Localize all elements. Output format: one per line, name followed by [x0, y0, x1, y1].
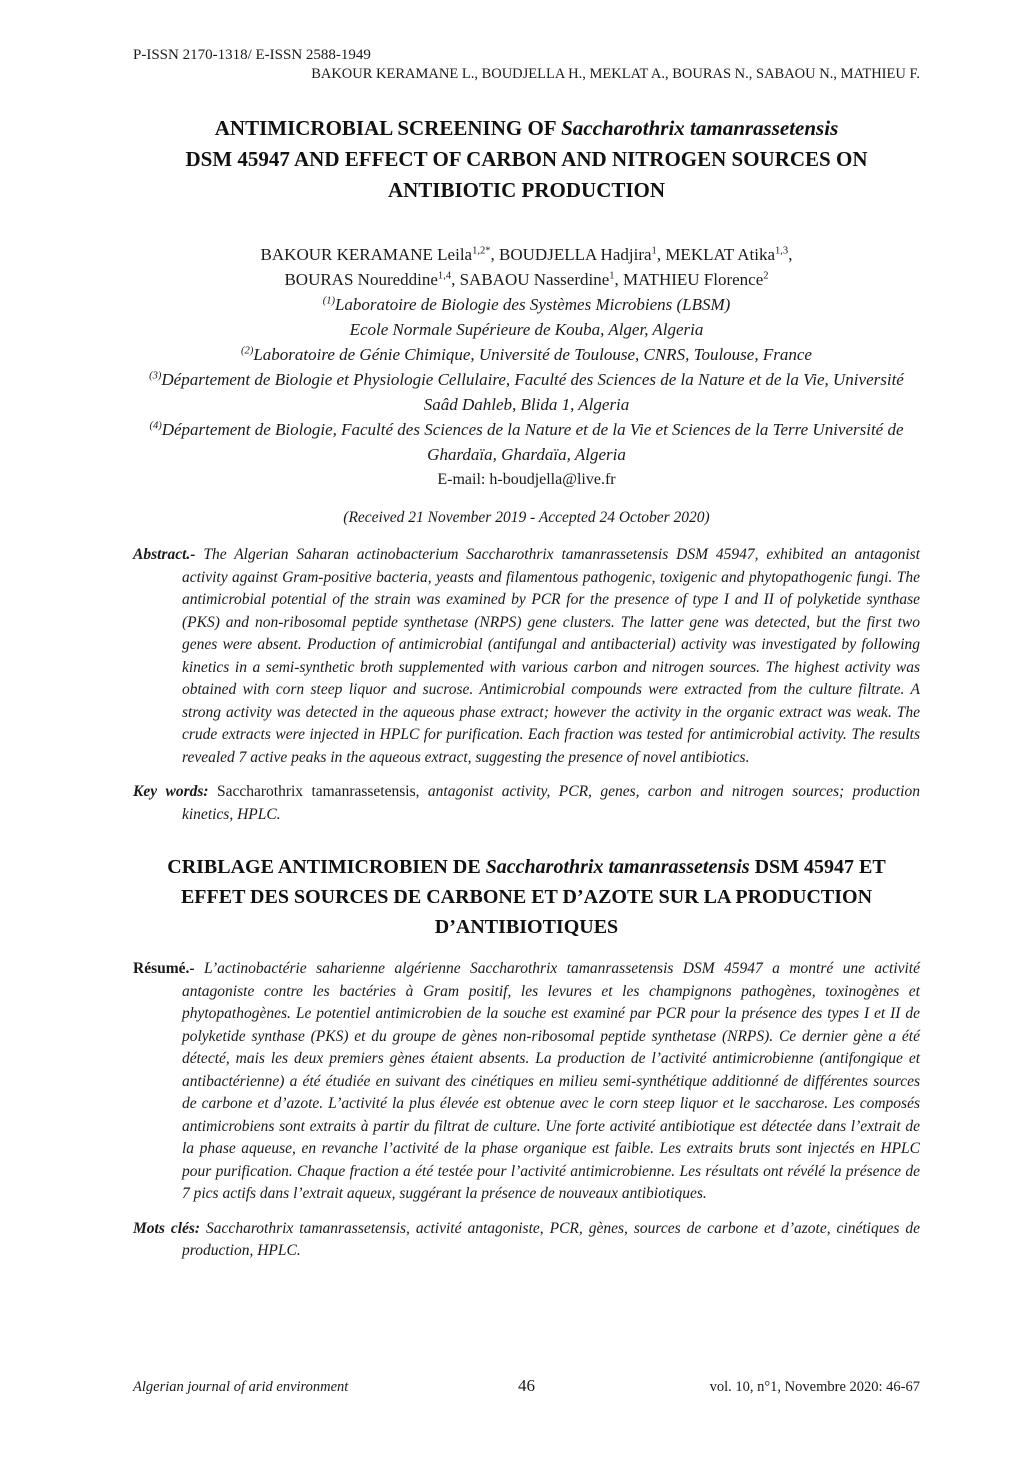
affiliations-block	[133, 292, 920, 467]
author-affiliation-superscript: 1	[609, 270, 615, 282]
author-name: SABAOU Nasserdine	[459, 270, 610, 289]
issn-line: P-ISSN 2170-1318/ E-ISSN 2588-1949	[133, 47, 371, 63]
author-line: BOURAS Noureddine$^{1,4}$, SABAOU Nasserdine$^1$, MATHIEU Florence$^2$	[284, 270, 769, 289]
affiliation-line: $^{(3)}$Département de Biologie et Physiologie Cellulaire, Faculté des Sciences de la Nature et de la Vie, Université Saâd Dahleb, Blida 1, Algeria	[149, 370, 904, 414]
keywords-species: Saccharothrix tamanrassetensis,	[216, 783, 420, 800]
email-line: E-mail: h-boudjella@live.fr	[437, 471, 616, 488]
paper-title	[133, 113, 920, 206]
affiliation-number: (1)	[322, 295, 335, 307]
author-name: BOURAS Noureddine	[284, 270, 438, 289]
motscles-list: Saccharothrix tamanrassetensis, activité antagoniste, PCR, gènes, sources de carbone et d’azote, cinétiques de production, HPLC.	[182, 1219, 920, 1259]
keywords-label: Key words:	[133, 783, 209, 800]
french-title-species: Saccharothrix tamanrassetensis	[485, 856, 750, 878]
paper-title-species: Saccharothrix tamanrassetensis	[561, 116, 839, 140]
paper-title-pre: ANTIMICROBIAL SCREENING OF	[214, 116, 562, 140]
author-name: MATHIEU Florence	[623, 270, 764, 289]
page-number: 46	[518, 1376, 535, 1395]
abstract-paragraph	[133, 544, 920, 769]
resume-paragraph	[133, 958, 920, 1206]
motscles-paragraph	[133, 1218, 920, 1263]
journal-name: Algerian journal of arid environment	[133, 1379, 349, 1395]
author-name: BAKOUR KERAMANE Leila	[260, 245, 473, 264]
issue-info: vol. 10, n°1, Novembre 2020: 46-67	[709, 1379, 920, 1395]
affiliation-number: (2)	[241, 345, 254, 357]
affiliation-line: $^{(1)}$Laboratoire de Biologie des Systèmes Microbiens (LBSM)	[322, 295, 731, 314]
french-title	[133, 852, 920, 942]
page-footer	[133, 1376, 920, 1396]
author-affiliation-superscript: 1	[651, 245, 657, 257]
author-name: MEKLAT Atika	[665, 245, 776, 264]
author-line: BAKOUR KERAMANE Leila$^{1,2*}$, BOUDJELLA Hadjira$^1$, MEKLAT Atika$^{1,3}$,	[260, 245, 793, 264]
running-head-authors: BAKOUR KERAMANE L., BOUDJELLA H., MEKLAT A., BOURAS N., SABAOU N., MATHIEU F.	[311, 66, 920, 82]
motscles-label: Mots clés:	[133, 1219, 201, 1237]
affiliation-line: Ecole Normale Supérieure de Kouba, Alger, Algeria	[349, 320, 704, 339]
keywords-paragraph	[133, 781, 920, 826]
french-title-post: DSM 45947 ET EFFET DES SOURCES DE CARBONE ET D’AZOTE SUR LA PRODUCTION D’ANTIBIOTIQUES	[180, 856, 886, 938]
affiliation-line: $^{(4)}$Département de Biologie, Faculté des Sciences de la Nature et de la Vie et Sciences de la Terre Université de Ghardaïa, Ghardaïa, Algeria	[149, 420, 904, 464]
abstract-text: The Algerian Saharan actinobacterium Saccharothrix tamanrassetensis DSM 45947, exhibited an antagonist activity against Gram-positive bacteria, yeasts and filamentous pathogenic, toxigenic and phytopathogenic fungi. The antimicrobial potential of the strain was examined by PCR for the presence of type I and II of polyketide synthase (PKS) and non-ribosomal peptide synthetase (NRPS) gene clusters. The latter gene was detected, but the first two genes were absent. Production of antimicrobial (antifungal and antibacterial) activity was investigated by following kinetics in a semi-synthetic broth supplemented with various carbon and nitrogen sources. The highest activity was obtained with corn steep liquor and sucrose. Antimicrobial compounds were extracted from the culture filtrate. A strong activity was detected in the aqueous phase extract; however the activity in the organic extract was weak. The crude extracts were injected in HPLC for purification. Each fraction was tested for antimicrobial activity. The results revealed 7 active peaks in the aqueous extract, suggesting the presence of novel antibiotics.	[182, 546, 920, 766]
paper-title-post: DSM 45947 AND EFFECT OF CARBON AND NITROGEN SOURCES ON ANTIBIOTIC PRODUCTION	[185, 147, 868, 202]
author-name: BOUDJELLA Hadjira	[499, 245, 652, 264]
affiliation-line: $^{(2)}$Laboratoire de Génie Chimique, Université de Toulouse, CNRS, Toulouse, France	[241, 345, 812, 364]
keywords-list: antagonist activity, PCR, genes, carbon and nitrogen sources; production kinetics, HPLC.	[182, 783, 920, 823]
author-affiliation-superscript: 1,4	[437, 270, 452, 282]
author-affiliation-superscript: 2	[763, 270, 769, 282]
author-affiliation-superscript: 1,3	[775, 245, 789, 257]
affiliation-number: (4)	[149, 420, 162, 432]
authors-block	[133, 242, 920, 292]
affiliation-number: (3)	[149, 370, 162, 382]
author-affiliation-superscript: 1,2*	[472, 245, 491, 257]
resume-text: L’actinobactérie saharienne algérienne Saccharothrix tamanrassetensis DSM 45947 a montré une activité antagoniste contre les bactéries à Gram positif, les levures et les champignons pathogènes, toxinogènes et phytopathogènes. Le potentiel antimicrobien de la souche est examiné par PCR pour la présence des types I et II de polyketide synthase (PKS) et du groupe de gènes non-ribosomal peptide synthetase (NRPS). Ce dernier gène a été détecté, mais les deux premiers gènes étaient absents. La production de l’activité antimicrobienne (antifongique et antibactérienne) a été étudiée en suivant des cinétiques en milieu semi-synthétique additionné de différentes sources de carbone et d’azote. L’activité la plus élevée est obtenue avec le corn steep liquor et le saccharose. Les composés antimicrobiens sont extraits à partir du filtrat de culture. Une forte activité antibiotique est détectée dans l’extrait de la phase aqueuse, en revanche l’activité de la phase organique est faible. Les extraits bruts sont injectés en HPLC pour purification. Chaque fraction a été testée pour l’activité antimicrobienne. Les résultats ont révélé la présence de 7 pics actifs dans l’extrait aqueux, suggérant la présence de nouveaux antibiotiques.	[182, 960, 920, 1202]
abstract-label: Abstract.-	[133, 546, 196, 563]
received-accepted-line: (Received 21 November 2019 - Accepted 24 October 2020)	[343, 509, 710, 526]
resume-label: Résumé.-	[133, 960, 195, 977]
french-title-pre: CRIBLAGE ANTIMICROBIEN DE	[167, 856, 486, 878]
